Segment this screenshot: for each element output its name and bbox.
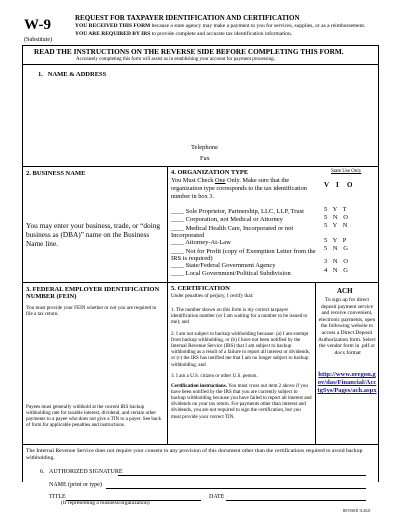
form-number: W-9: [24, 17, 51, 33]
state-code-row-2: 5 N O: [324, 214, 348, 221]
org-option-sole-proprietor[interactable]: ____ Sole Proprietor, Partnership, LLC, LLP, Trust: [171, 208, 304, 215]
form-substitute: (Substitute): [24, 37, 52, 43]
instructions-bottom-border: [22, 64, 378, 65]
section4-intro: You Must Check One Only. Make sure that the organization type corresponds to the tax identification number in box 3.: [171, 177, 307, 200]
section6-number: 6.: [40, 469, 45, 475]
section1-title: NAME & ADDRESS: [47, 71, 107, 78]
state-col-o: O: [347, 181, 353, 189]
ach-link[interactable]: http://www.oregon.gov/das/Financial/AcctgSys/Pages/ach.aspx: [317, 371, 377, 395]
authorized-signature-line[interactable]: [118, 475, 366, 476]
section2-4-bottom-border: [22, 282, 378, 283]
section3-paragraph-2: Payees must generally withhold at the current IRS backup withholding rate for taxable interest, dividend, and certain other payments to a payee who does not give a TIN to a payer. See back of form for applicable penalties and instructions.: [26, 404, 161, 429]
date-label: DATE: [209, 494, 225, 500]
certification-item-3: 3. I am a U.S. citizen or other U.S. person.: [171, 373, 258, 379]
state-code-row-6: 3 N O: [324, 258, 348, 265]
certification-instructions: Certification instructions. You must cross out item 2 above if you have been notified by the IRS that you are currently subject to backup withholding because you have failed to report all interest and dividends on your tax return. For payments other than interest and dividends, you are not required to sign the certification, but you must provide your correct TIN.: [171, 383, 312, 420]
section5-label: 5. CERTIFICATION: [171, 285, 230, 292]
ach-text: To sign up for direct deposit payment service and receive convenient, electronic payments, open the following website to access a Direct Deposit Authorization form. Select the vendor form in .pdf or .docx format: [318, 297, 376, 356]
section2-label: 2. BUSINESS NAME: [26, 170, 86, 177]
title-note: (If representing a business/organization): [61, 500, 150, 506]
form-title: REQUEST FOR TAXPAYER IDENTIFICATION AND CERTIFICATION: [75, 14, 300, 22]
section1-label: [38, 72, 106, 79]
org-option-medical[interactable]: ____ Medical Health Care, Incorporated or not Incorporated: [171, 225, 294, 240]
org-option-corporation[interactable]: ____ Corporation, not Medical or Attorney: [171, 216, 283, 223]
header-line-1-rest: because a state agency may make a payment to you for services, supplies, or as a reimbursement.: [150, 23, 366, 29]
middle-divider: [167, 166, 168, 444]
header-line-2-bold: YOU ARE REQUIRED BY IRS: [75, 31, 151, 37]
section3-5-bottom-border: [22, 444, 378, 445]
org-option-state-federal[interactable]: ____ State/Federal Government Agency: [171, 262, 276, 269]
revised-date: REVISED 11/2021: [343, 509, 371, 513]
telephone-label: Telephone: [191, 144, 218, 151]
header-line-1: [75, 24, 365, 30]
form-left-border: [22, 45, 23, 482]
header-line-2-rest: to provide complete and accurate tax identification information.: [150, 31, 293, 37]
state-code-row-1: 5 Y T: [324, 206, 347, 213]
state-code-row-4: 5 Y P: [324, 237, 347, 244]
authorized-signature-label: AUTHORIZED SIGNATURE: [49, 469, 123, 475]
form-top-border: [22, 45, 378, 46]
instructions-subline: Accurately completing this form will assist us in establishing your account for payment processing.: [76, 57, 275, 62]
title-label: TITLE: [49, 494, 66, 500]
state-code-row-3: 5 Y N: [324, 222, 348, 229]
section1-bottom-border: [22, 166, 378, 167]
print-name-line[interactable]: [106, 488, 366, 489]
certification-item-2: 2. I am not subject to backup withholding because: (a) I am exempt from backup withholding, or (b) I have not been notified by the Internal Revenue Service (IRS) that I am subject to backup withholding as a result of a failure to report all interest or dividends, or (c) the IRS has notified me that I am no longer subject to backup withholding; and: [171, 331, 311, 368]
state-col-i: I: [336, 181, 339, 189]
date-line[interactable]: [226, 500, 366, 501]
org-option-attorney[interactable]: ____ Attorney-At-Law: [171, 239, 231, 246]
instructions-headline: READ THE INSTRUCTIONS ON THE REVERSE SIDE BEFORE COMPLETING THIS FORM.: [34, 47, 344, 56]
section3-label: 3. FEDERAL EMPLOYER IDENTIFICATION NUMBER (FEIN): [26, 286, 160, 301]
section5-intro: Under penalties of perjury, I certify that:: [171, 293, 254, 299]
state-code-row-5: 5 N G: [324, 245, 348, 252]
state-use-only-label: State Use Only: [331, 169, 362, 174]
state-code-row-7: 4 N G: [324, 267, 348, 274]
one-emphasis: One: [214, 177, 226, 184]
fax-label: Fax: [200, 155, 210, 162]
org-option-not-for-profit[interactable]: ____ Not for Profit (copy of Exemption Letter from the IRS is required): [171, 248, 316, 263]
form-right-border: [378, 45, 379, 482]
ach-divider: [315, 282, 316, 444]
org-option-local-government[interactable]: ____ Local Government/Political Subdivision: [171, 270, 291, 277]
section3-paragraph-1: You must provide your FEIN whether or not you are required to file a tax return.: [26, 305, 157, 318]
certification-item-1: 1. The number shown on this form is my correct taxpayer identification number (or I am waiting for a number to be issued to me); and: [171, 307, 308, 326]
ach-title: ACH: [337, 287, 353, 295]
irs-notice: The Internal Revenue Service does not require your consent to any provision of this document other than the certifications required to avoid backup withholding.: [26, 448, 363, 462]
state-col-v: V: [324, 181, 330, 189]
business-name-note: You may enter your business, trade, or “doing business as (DBA)” name on the Business Name line.: [26, 221, 161, 248]
header-line-1-bold: YOU RECEIVED THIS FORM: [75, 23, 151, 29]
section4-label: 4. ORGANIZATION TYPE: [171, 169, 249, 176]
section1-number: 1.: [38, 71, 43, 78]
print-name-label: NAME (print or type): [49, 482, 102, 488]
header-line-2: [75, 32, 292, 38]
